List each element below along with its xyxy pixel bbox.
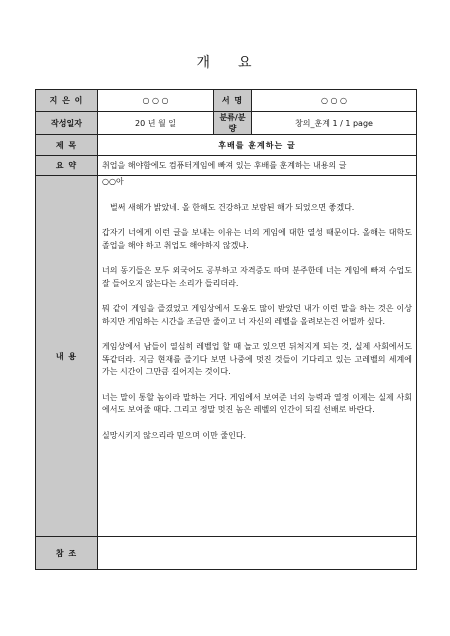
body-greeting: ○○아 (102, 177, 124, 186)
date-label: 작성일자 (36, 112, 98, 135)
content-body[interactable] (98, 176, 417, 537)
row-reference (36, 537, 417, 570)
subject-label: 제 목 (36, 135, 98, 156)
author-label: 지 은 이 (36, 90, 98, 112)
reference-value[interactable] (98, 537, 417, 570)
title-char-2: 요 (238, 55, 254, 71)
body-paragraph: 갑자기 너에게 이런 글을 보내는 이유는 너의 게임에 대한 열성 때문이다. 올해는 대학도 졸업을 해야 하고 취업도 해야하지 않겠냐. (102, 228, 412, 250)
document-title (0, 52, 450, 72)
author-value[interactable]: ○ ○ ○ (98, 90, 214, 112)
row-subject (36, 135, 417, 156)
body-closing: 실망시키지 않으리라 믿으며 이만 줄인다. (102, 430, 247, 440)
category-value[interactable]: 창의_훈계 1 / 1 page (252, 112, 417, 135)
date-value[interactable]: 20 년 월 일 (98, 112, 214, 135)
signature-value[interactable]: ○ ○ ○ (252, 90, 417, 112)
row-date (36, 112, 417, 135)
reference-label: 참 조 (36, 537, 98, 570)
category-label: 분류/분량 (214, 112, 252, 135)
body-paragraph: 벌써 새해가 밝았네. 올 한해도 건강하고 보람된 해가 되었으면 좋겠다. (110, 202, 355, 212)
subject-value[interactable]: 후배를 훈계하는 글 (98, 135, 417, 156)
row-summary (36, 156, 417, 176)
body-paragraph: 너는 말이 통할 놈이라 말하는 거다. 게임에서 보여준 너의 능력과 열정 이제는 실제 사회에서도 보여줄 때다. 그리고 정말 멋진 놈은 레벨의 인간이 되길 선배로 바란다. (102, 392, 412, 414)
summary-value[interactable]: 취업을 해야함에도 컴퓨터게임에 빠져 있는 후배를 훈계하는 내용의 글 (98, 156, 417, 176)
body-paragraph: 뭐 같이 게임을 즐겼었고 게임상에서 도움도 많이 받았던 내가 이런 말을 하는 것은 이상하지만 게임하는 시간을 조금만 줄이고 너 자신의 레벨을 올려보는건 어떨까 싶다. (102, 304, 412, 326)
body-paragraph: 게임상에서 남들이 열심히 레벨업 할 때 놀고 있으면 뒤처지게 되는 것, 실제 사회에서도 똑같더라. 지금 현재를 즐기다 보면 나중에 멋진 것들이 기다리고 있는 고레벨의 세계에 가는 시간이 그만큼 길어지는 것이다. (102, 342, 412, 376)
title-char-1: 개 (196, 55, 212, 71)
summary-form-table (35, 89, 417, 570)
signature-label: 서 명 (214, 90, 252, 112)
row-author (36, 90, 417, 112)
summary-label: 요 약 (36, 156, 98, 176)
content-label: 내 용 (36, 176, 98, 537)
body-paragraph: 너의 동기들은 모두 외국어도 공부하고 자격증도 따며 분주한데 너는 게임에 빠져 수업도 잘 들어오지 않는다는 소리가 들리더라. (102, 266, 412, 288)
row-content (36, 176, 417, 537)
